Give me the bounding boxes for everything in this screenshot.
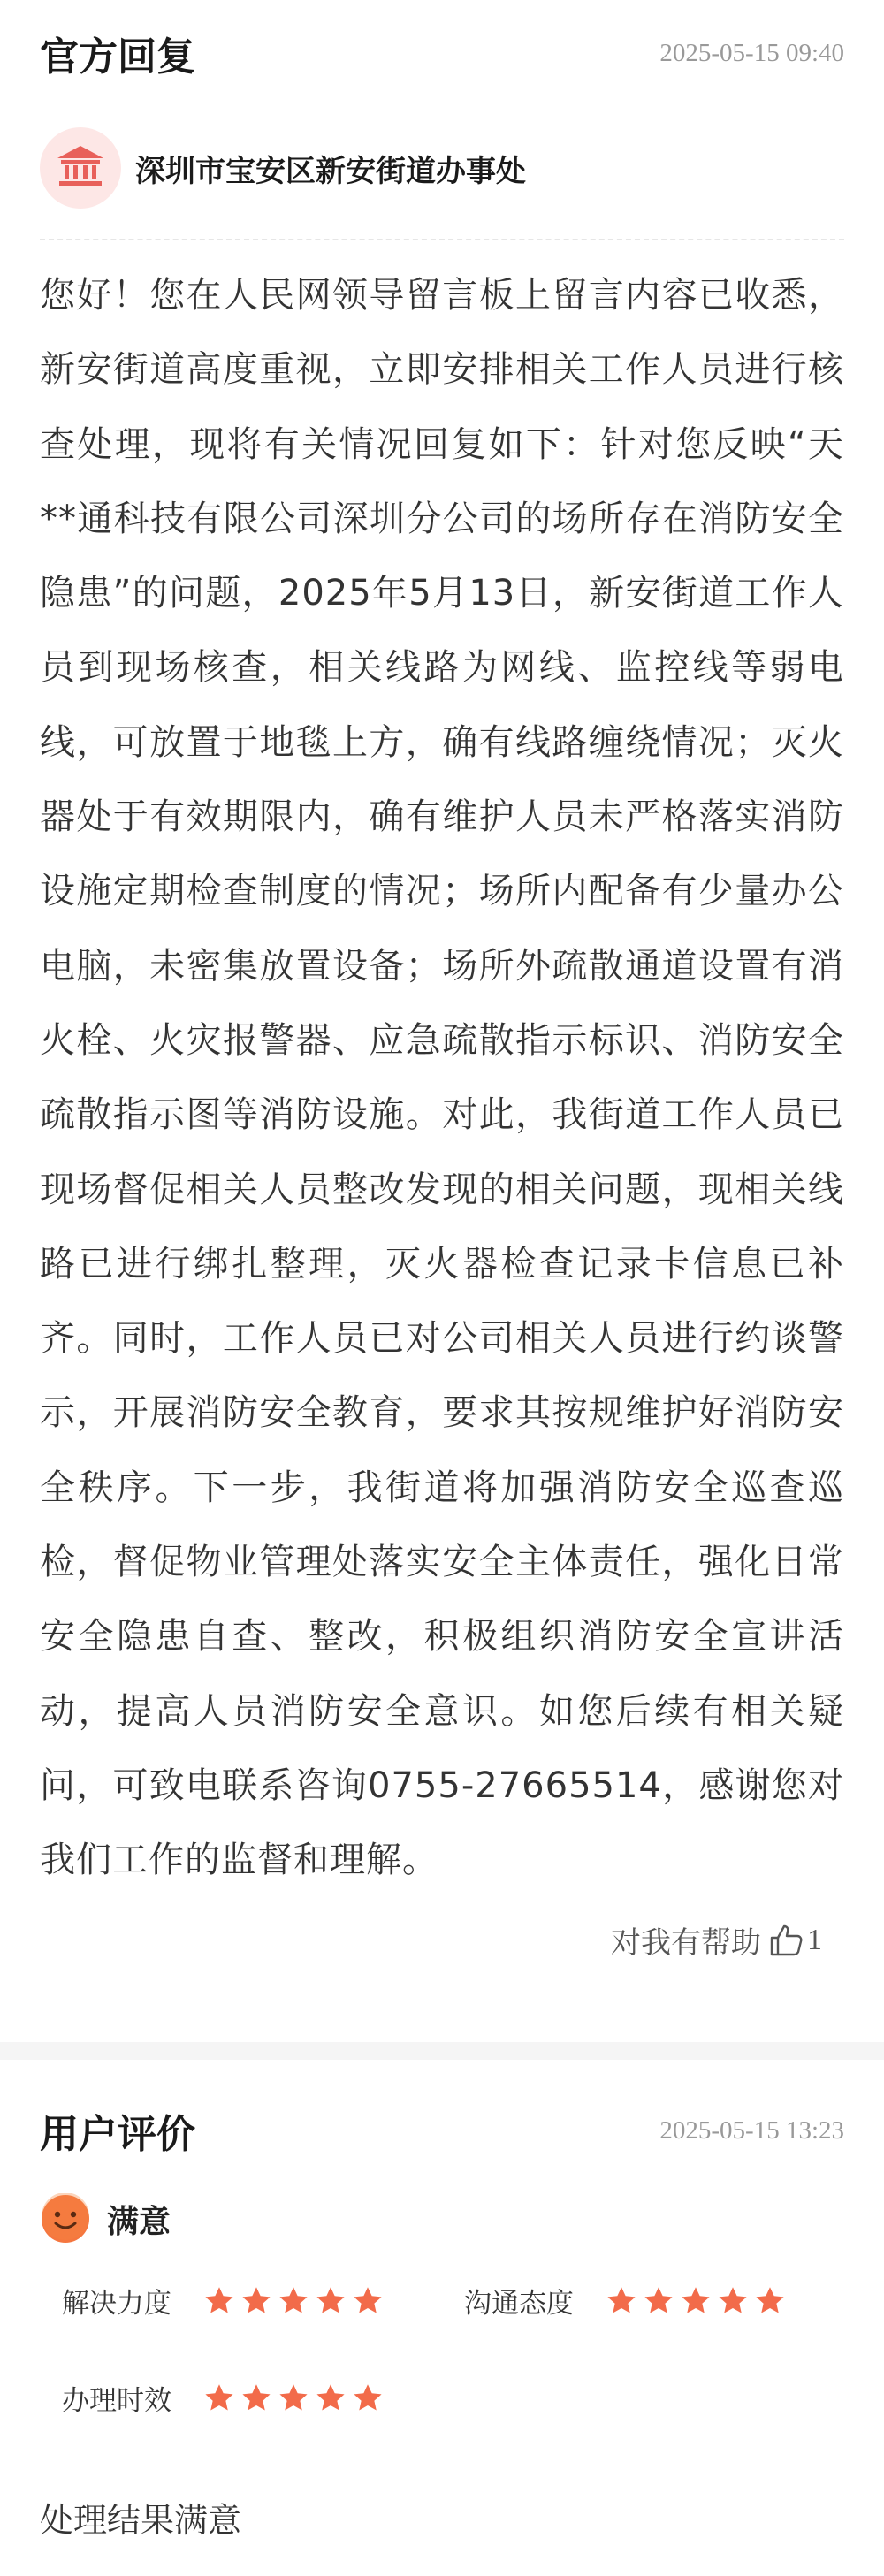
rating-resolution: [62, 2281, 384, 2321]
helpful-label: 对我有帮助: [611, 1925, 761, 1961]
star-icon: [754, 2285, 786, 2317]
thumbs-up-icon[interactable]: [768, 1923, 804, 1958]
star-icon: [203, 2382, 235, 2414]
star-icon: [278, 2382, 309, 2414]
star-icon: [315, 2382, 347, 2414]
user-evaluation-header: [0, 2060, 884, 2201]
star-icon: [240, 2285, 272, 2317]
rating-stars: [203, 2285, 384, 2317]
user-evaluation-time: 2025-05-15 13:23: [659, 2115, 844, 2145]
star-icon: [643, 2285, 674, 2317]
star-icon: [203, 2285, 235, 2317]
star-icon: [352, 2285, 384, 2317]
organization-avatar: [40, 127, 121, 209]
rating-stars: [203, 2382, 384, 2414]
user-evaluation-title: 用户评价: [40, 2112, 195, 2157]
government-building-icon: [56, 144, 105, 192]
section-separator: [0, 2042, 884, 2060]
star-icon: [352, 2382, 384, 2414]
organization-name: 深圳市宝安区新安街道办事处: [135, 153, 526, 189]
rating-label: 沟通态度: [464, 2288, 574, 2320]
official-reply-title: 官方回复: [40, 34, 195, 80]
rating-attitude: [464, 2281, 786, 2321]
rating-label: 办理时效: [62, 2385, 171, 2417]
smiley-face-icon: [40, 2193, 91, 2244]
user-evaluation-section: [0, 2060, 884, 2576]
helpful-button[interactable]: [611, 1918, 822, 1962]
star-icon: [680, 2285, 712, 2317]
official-reply-time: 2025-05-15 09:40: [659, 38, 844, 67]
official-reply-header: [0, 0, 884, 106]
reply-body-text: 您好！您在人民网领导留言板上留言内容已收悉，新安街道高度重视，立即安排相关工作人员进行核查处理，现将有关情况回复如下：针对您反映“天**通科技有限公司深圳分公司的场所存在消防安全隐患”的问题，2025年5月13日，新安街道工作人员到现场核查，相关线路为网线、监控线等弱电线，可放置于地毯上方，确有线路缠绕情况；灭火器处于有效期限内，确有维护人员未严格落实消防设施定期检查制度的情况；场所内配备有少量办公电脑，未密集放置设备；场所外疏散通道设置有消火栓、火灾报警器、应急疏散指示标识、消防安全疏散指示图等消防设施。对此，我街道工作人员已现场督促相关人员整改发现的相关问题，现相关线路已进行绑扎整理，灭火器检查记录卡信息已补齐。同时，工作人员已对公司相关人员进行约谈警示，开展消防安全教育，要求其按规维护好消防安全秩序。下一步，我街道将加强消防安全巡查巡检，督促物业管理处落实安全主体责任，强化日常安全隐患自查、整改，积极组织消防安全宣讲活动，提高人员消防安全意识。如您后续有相关疑问，可致电联系咨询0755-27665514，感谢您对我们工作的监督和理解。: [40, 275, 844, 1881]
mood-label: 满意: [107, 2203, 171, 2240]
evaluation-result-text: 处理结果满意: [40, 2501, 242, 2540]
star-icon: [717, 2285, 749, 2317]
ratings-group: [0, 2254, 884, 2449]
helpful-count: 1: [807, 1923, 822, 1956]
organization-row[interactable]: [0, 106, 884, 230]
star-icon: [315, 2285, 347, 2317]
rating-label: 解决力度: [62, 2288, 171, 2320]
mood-row: [0, 2184, 884, 2254]
star-icon: [240, 2382, 272, 2414]
star-icon: [606, 2285, 637, 2317]
rating-stars: [606, 2285, 786, 2317]
star-icon: [278, 2285, 309, 2317]
rating-timeliness: [62, 2378, 384, 2418]
